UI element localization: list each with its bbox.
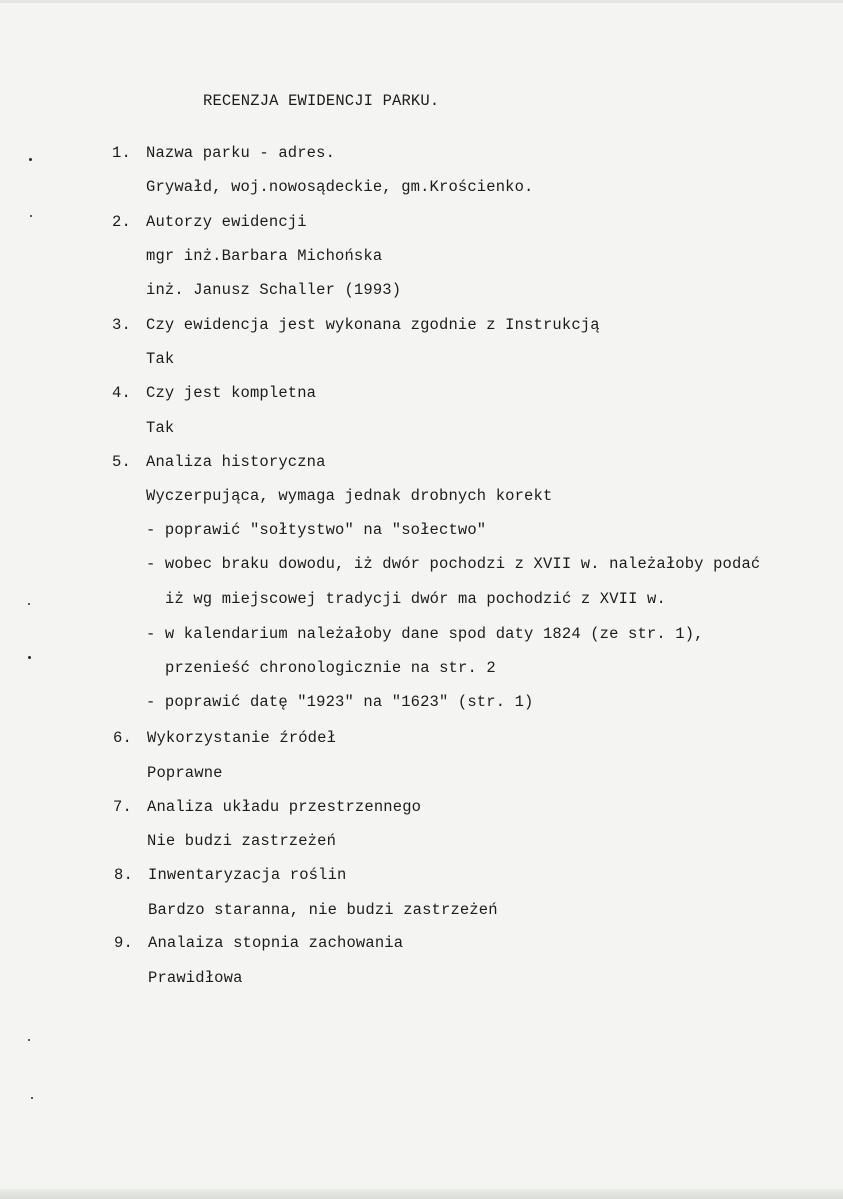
item-number: 6. bbox=[113, 729, 132, 747]
item-heading-text: Czy ewidencja jest wykonana zgodnie z Instrukcją bbox=[146, 316, 600, 334]
item-heading-text: Analiza historyczna bbox=[146, 453, 326, 471]
item-content-line: przenieść chronologicznie na str. 2 bbox=[165, 659, 496, 677]
item-content-line: iż wg miejscowej tradycji dwór ma pochodzić z XVII w. bbox=[165, 590, 666, 608]
item-content-line: Tak bbox=[146, 419, 175, 437]
item-heading-text: Analiza układu przestrzennego bbox=[147, 798, 422, 816]
item-content-line: Tak bbox=[146, 350, 175, 368]
item-heading bbox=[112, 452, 326, 472]
item-number: 4. bbox=[112, 384, 131, 402]
item-content-line: inż. Janusz Schaller (1993) bbox=[146, 281, 402, 299]
item-content-line: Bardzo staranna, nie budzi zastrzeżeń bbox=[148, 901, 498, 919]
item-heading bbox=[113, 728, 336, 748]
item-heading bbox=[114, 865, 346, 885]
item-heading-text: Nazwa parku - adres. bbox=[146, 144, 336, 162]
item-content-line: Grywałd, woj.nowosądeckie, gm.Krościenko. bbox=[146, 178, 534, 196]
margin-speck bbox=[28, 656, 31, 659]
item-heading-text: Autorzy ewidencji bbox=[146, 213, 307, 231]
document-title: RECENZJA EWIDENCJI PARKU. bbox=[203, 92, 440, 110]
item-content-line: Poprawne bbox=[147, 764, 223, 782]
item-content-line: - w kalendarium należałoby dane spod daty 1824 (ze str. 1), bbox=[146, 625, 704, 643]
item-number: 5. bbox=[112, 453, 131, 471]
item-heading-text: Inwentaryzacja roślin bbox=[148, 866, 347, 884]
margin-speck bbox=[28, 1039, 30, 1041]
item-heading-text: Wykorzystanie źródeł bbox=[147, 729, 337, 747]
item-number: 2. bbox=[112, 213, 131, 231]
item-heading bbox=[112, 143, 335, 163]
item-content-line: mgr inż.Barbara Michońska bbox=[146, 247, 383, 265]
margin-speck bbox=[29, 158, 32, 161]
item-content-line: Prawidłowa bbox=[148, 969, 243, 987]
page-bottom-edge bbox=[0, 1189, 843, 1199]
item-heading bbox=[112, 315, 600, 335]
item-content-line: - wobec braku dowodu, iż dwór pochodzi z XVII w. należałoby podać bbox=[146, 555, 761, 573]
item-heading-text: Analaiza stopnia zachowania bbox=[148, 934, 404, 952]
item-heading bbox=[114, 933, 403, 953]
item-content-line: - poprawić datę "1923" na "1623" (str. 1) bbox=[146, 693, 534, 711]
item-content-line: Nie budzi zastrzeżeń bbox=[147, 832, 337, 850]
item-number: 8. bbox=[114, 866, 133, 884]
margin-speck bbox=[31, 1097, 33, 1099]
item-heading bbox=[113, 797, 421, 817]
page-top-edge bbox=[0, 0, 843, 3]
margin-speck bbox=[28, 603, 30, 605]
item-number: 1. bbox=[112, 144, 131, 162]
item-number: 3. bbox=[112, 316, 131, 334]
margin-speck bbox=[30, 215, 32, 217]
item-heading bbox=[112, 383, 316, 403]
item-number: 9. bbox=[114, 934, 133, 952]
item-content-line: - poprawić "sołtystwo" na "sołectwo" bbox=[146, 521, 487, 539]
item-number: 7. bbox=[113, 798, 132, 816]
item-heading bbox=[112, 212, 307, 232]
item-content-line: Wyczerpująca, wymaga jednak drobnych korekt bbox=[146, 487, 553, 505]
item-heading-text: Czy jest kompletna bbox=[146, 384, 317, 402]
